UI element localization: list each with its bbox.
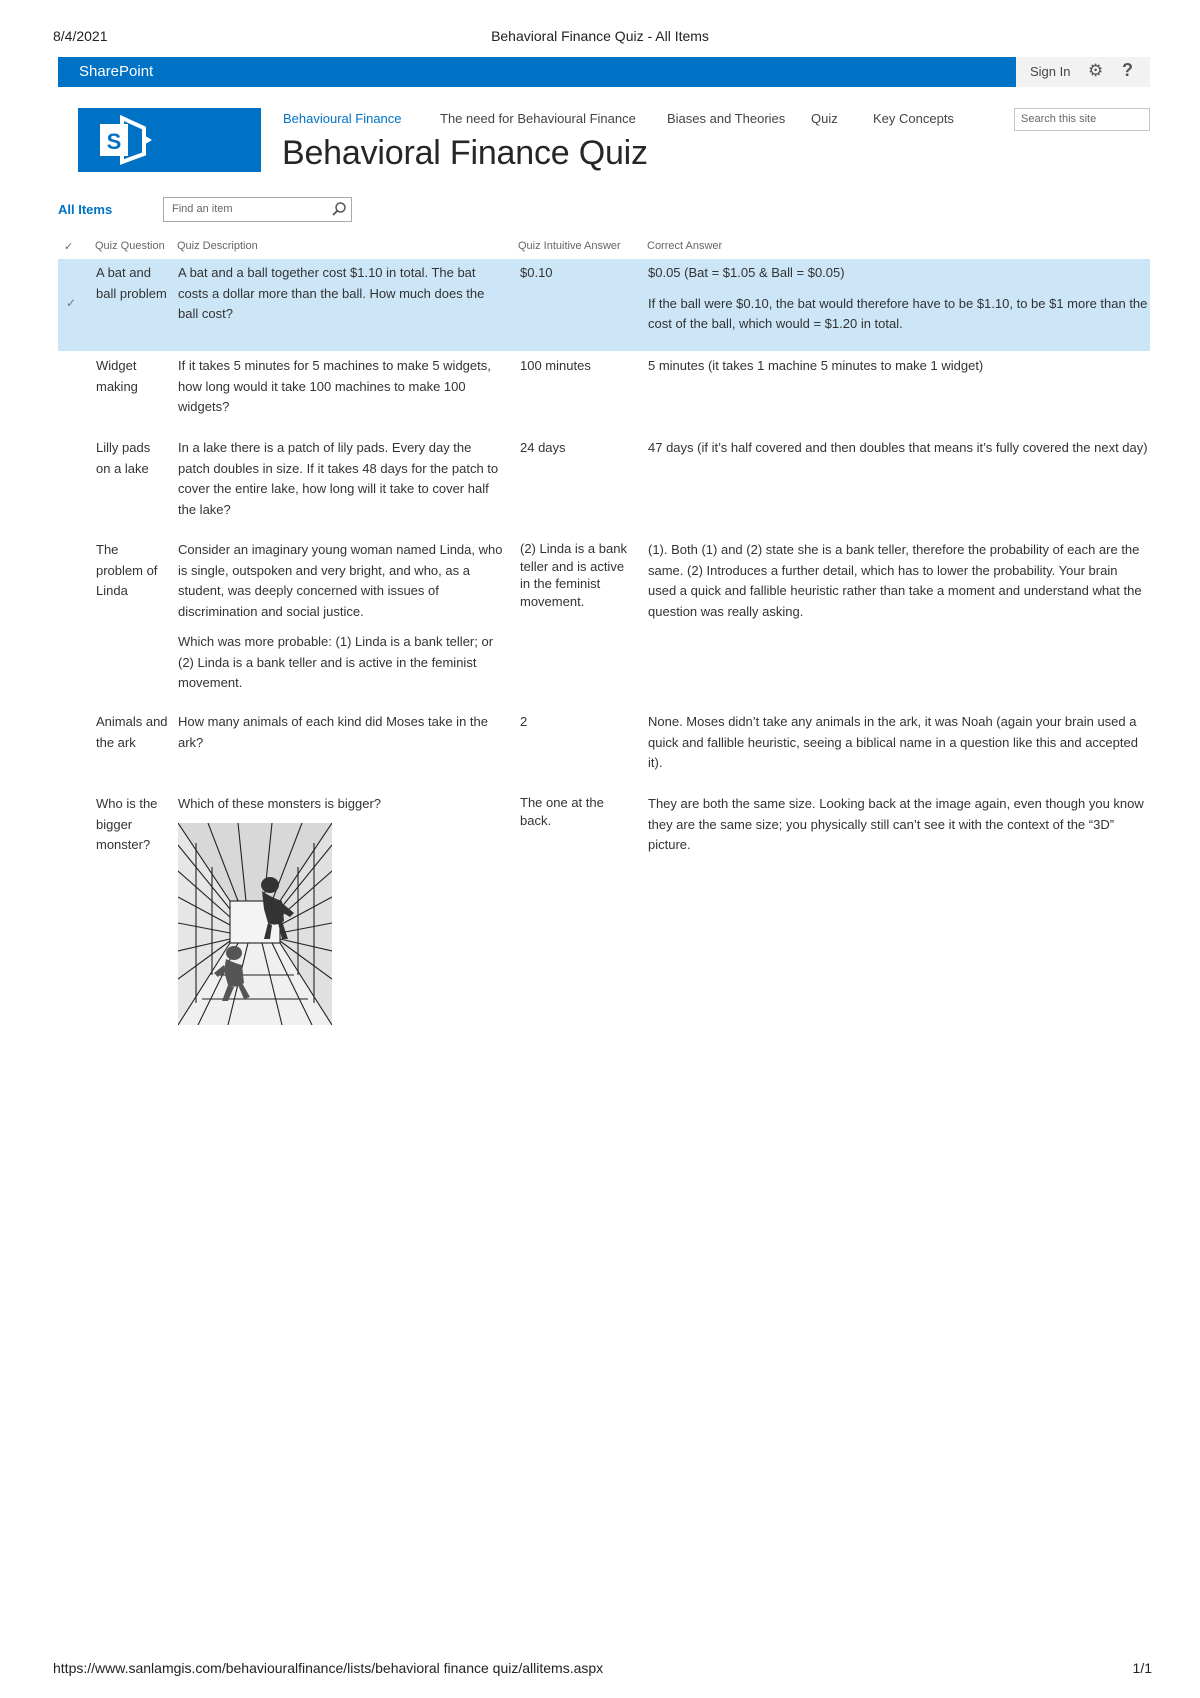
print-title: Behavioral Finance Quiz - All Items (491, 28, 709, 44)
column-header-question[interactable]: Quiz Question (95, 240, 165, 252)
sharepoint-logo[interactable] (78, 108, 261, 172)
correct-text: None. Moses didn’t take any animals in the ark, it was Noah (again your brain used a quick and fallible heuristic, seeing a biblical name in a question like this and accepted it). (648, 714, 1138, 770)
description-text: Consider an imaginary young woman named Linda, who is single, outspoken and very bright, and who, as a student, was deeply concerned with issues of discrimination and social justice. (178, 542, 503, 619)
cell-description (178, 794, 503, 825)
help-icon[interactable]: ? (1122, 60, 1133, 80)
cell-intuitive: 24 days (520, 440, 566, 455)
column-header-correct[interactable]: Correct Answer (647, 240, 723, 252)
find-item-placeholder: Find an item (172, 203, 233, 215)
description-text: If it takes 5 minutes for 5 machines to make 5 widgets, how long would it take 100 machines to make 100 widgets? (178, 358, 491, 414)
view-all-items[interactable]: All Items (58, 202, 113, 217)
cell-description (178, 263, 503, 335)
nav-need-for-behavioural-finance[interactable]: The need for Behavioural Finance (440, 111, 636, 126)
cell-question: A bat and ball problem (96, 265, 167, 301)
find-item-input[interactable] (163, 197, 352, 222)
cell-correct (648, 540, 1148, 632)
cell-intuitive: (2) Linda is a bank teller and is active in the feminist movement. (520, 541, 627, 609)
cell-question: The problem of Linda (96, 542, 158, 598)
cell-correct (648, 794, 1148, 866)
monster-illusion-image (178, 823, 332, 1025)
cell-description (178, 438, 503, 530)
suite-bar (58, 57, 1150, 87)
cell-intuitive: 2 (520, 714, 528, 729)
gear-icon[interactable]: ⚙ (1088, 61, 1104, 80)
cell-correct (648, 712, 1148, 784)
correct-text: If the ball were $0.10, the bat would therefore have to be $1.10, to be $1 more than the cost of the ball, which would = $1.20 in total. (648, 295, 1148, 331)
cell-correct (648, 356, 1148, 387)
suite-links (1016, 57, 1150, 87)
select-all-checkmark-icon[interactable]: ✓ (64, 241, 74, 253)
cell-question: Lilly pads on a lake (96, 440, 151, 476)
cell-question: Widget making (96, 358, 138, 394)
nav-quiz[interactable]: Quiz (811, 111, 838, 126)
column-header-intuitive[interactable]: Quiz Intuitive Answer (518, 240, 621, 252)
print-date: 8/4/2021 (53, 28, 108, 44)
cell-description (178, 712, 503, 763)
cell-intuitive: $0.10 (520, 265, 553, 280)
sign-in-link[interactable]: Sign In (1030, 64, 1071, 79)
description-text: A bat and a ball together cost $1.10 in total. The bat costs a dollar more than the ball. How much does the ball cost? (178, 265, 485, 321)
print-page-count: 1/1 (1132, 1660, 1152, 1676)
correct-text: They are both the same size. Looking back at the image again, even though you know they are the same size; you physically still can’t see it with the context of the “3D” picture. (648, 796, 1144, 852)
description-text: In a lake there is a patch of lily pads. Every day the patch doubles in size. If it takes 48 days for the patch to cover the entire lake, how long will it take to cover half the lake? (178, 440, 499, 517)
nav-key-concepts[interactable]: Key Concepts (873, 111, 954, 126)
nav-biases-and-theories[interactable]: Biases and Theories (667, 111, 786, 126)
sharepoint-brand-label[interactable]: SharePoint (79, 63, 154, 80)
cell-question: Animals and the ark (96, 714, 168, 750)
cell-description (178, 540, 503, 704)
correct-text: 47 days (if it’s half covered and then doubles that means it’s fully covered the next day) (648, 440, 1148, 455)
cell-intuitive: 100 minutes (520, 358, 591, 373)
sharepoint-brand-bar (58, 57, 1016, 87)
print-url: https://www.sanlamgis.com/behaviouralfinance/lists/behavioral finance quiz/allitems.aspx (53, 1660, 604, 1676)
sharepoint-logo-icon (92, 114, 162, 166)
row-checkmark-icon[interactable]: ✓ (66, 296, 77, 310)
correct-text: (1). Both (1) and (2) state she is a bank teller, therefore the probability of each are the same. (2) Introduces a further detail, which has to lower the probability. Your brain used a quick and fallible heuristic rather than take a moment and understand what the question was really asking. (648, 542, 1142, 619)
correct-text: 5 minutes (it takes 1 machine 5 minutes to make 1 widget) (648, 358, 984, 373)
cell-correct (648, 438, 1148, 469)
description-text: Which of these monsters is bigger? (178, 796, 382, 811)
svg-text:S: S (106, 129, 122, 154)
cell-description (178, 356, 503, 428)
nav-behavioural-finance[interactable]: Behavioural Finance (283, 111, 402, 126)
search-icon[interactable] (331, 201, 347, 217)
print-header (0, 28, 1200, 48)
site-search-input[interactable]: Search this site (1014, 108, 1150, 131)
column-header-description[interactable]: Quiz Description (177, 240, 258, 252)
correct-text: $0.05 (Bat = $1.05 & Ball = $0.05) (648, 265, 845, 280)
cell-correct (648, 263, 1148, 345)
cell-intuitive: The one at the back. (520, 795, 604, 828)
description-text: Which was more probable: (1) Linda is a bank teller; or (2) Linda is a bank teller and is active in the feminist movement. (178, 634, 494, 690)
description-text: How many animals of each kind did Moses take in the ark? (178, 714, 488, 750)
page-title: Behavioral Finance Quiz (282, 134, 648, 172)
cell-question: Who is the bigger monster? (96, 796, 158, 852)
